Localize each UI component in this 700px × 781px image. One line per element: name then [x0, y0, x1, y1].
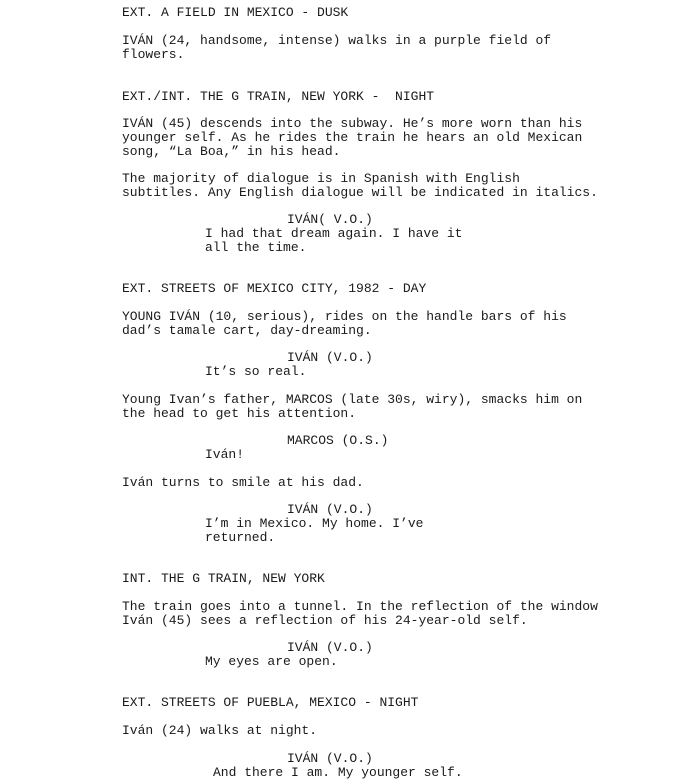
action-line: subtitles. Any English dialogue will be indicated in italics.: [122, 185, 598, 200]
action-line: flowers.: [122, 47, 185, 62]
character-name: IVÁN (V.O.): [287, 751, 373, 766]
dialogue-line: It’s so real.: [205, 364, 307, 379]
action-line: Iván turns to smile at his dad.: [122, 475, 364, 490]
character-name: IVÁN (V.O.): [287, 502, 373, 517]
character-name: MARCOS (O.S.): [287, 433, 389, 448]
scene-heading: EXT./INT. THE G TRAIN, NEW YORK - NIGHT: [122, 89, 435, 104]
action-line: the head to get his attention.: [122, 406, 357, 421]
dialogue-line: all the time.: [205, 240, 307, 255]
action-line: YOUNG IVÁN (10, serious), rides on the handle bars of his: [122, 309, 567, 324]
action-line: Young Ivan’s father, MARCOS (late 30s, wiry), smacks him on: [122, 392, 583, 407]
action-line: dad’s tamale cart, day-dreaming.: [122, 323, 372, 338]
action-line: The train goes into a tunnel. In the reflection of the window: [122, 599, 598, 614]
action-line: IVÁN (45) descends into the subway. He’s more worn than his: [122, 116, 583, 131]
action-line: Iván (24) walks at night.: [122, 723, 318, 738]
action-line: Iván (45) sees a reflection of his 24-year-old self.: [122, 613, 528, 628]
scene-heading: EXT. STREETS OF MEXICO CITY, 1982 - DAY: [122, 281, 427, 296]
dialogue-line: My eyes are open.: [205, 654, 338, 669]
scene-heading: INT. THE G TRAIN, NEW YORK: [122, 571, 325, 586]
dialogue-line: And there I am. My younger self.: [213, 765, 463, 780]
character-name: IVÁN (V.O.): [287, 640, 373, 655]
character-name: IVÁN (V.O.): [287, 350, 373, 365]
dialogue-line: I had that dream again. I have it: [205, 226, 463, 241]
character-name: IVÁN( V.O.): [287, 212, 373, 227]
action-line: IVÁN (24, handsome, intense) walks in a purple field of: [122, 33, 552, 48]
action-line: song, “La Boa,” in his head.: [122, 144, 341, 159]
dialogue-line: returned.: [205, 530, 276, 545]
action-line: younger self. As he rides the train he hears an old Mexican: [122, 130, 583, 145]
scene-heading: EXT. A FIELD IN MEXICO - DUSK: [122, 5, 349, 20]
action-line: The majority of dialogue is in Spanish with English: [122, 171, 520, 186]
dialogue-line: I’m in Mexico. My home. I’ve: [205, 516, 424, 531]
scene-heading: EXT. STREETS OF PUEBLA, MEXICO - NIGHT: [122, 695, 419, 710]
dialogue-line: Iván!: [205, 447, 245, 462]
